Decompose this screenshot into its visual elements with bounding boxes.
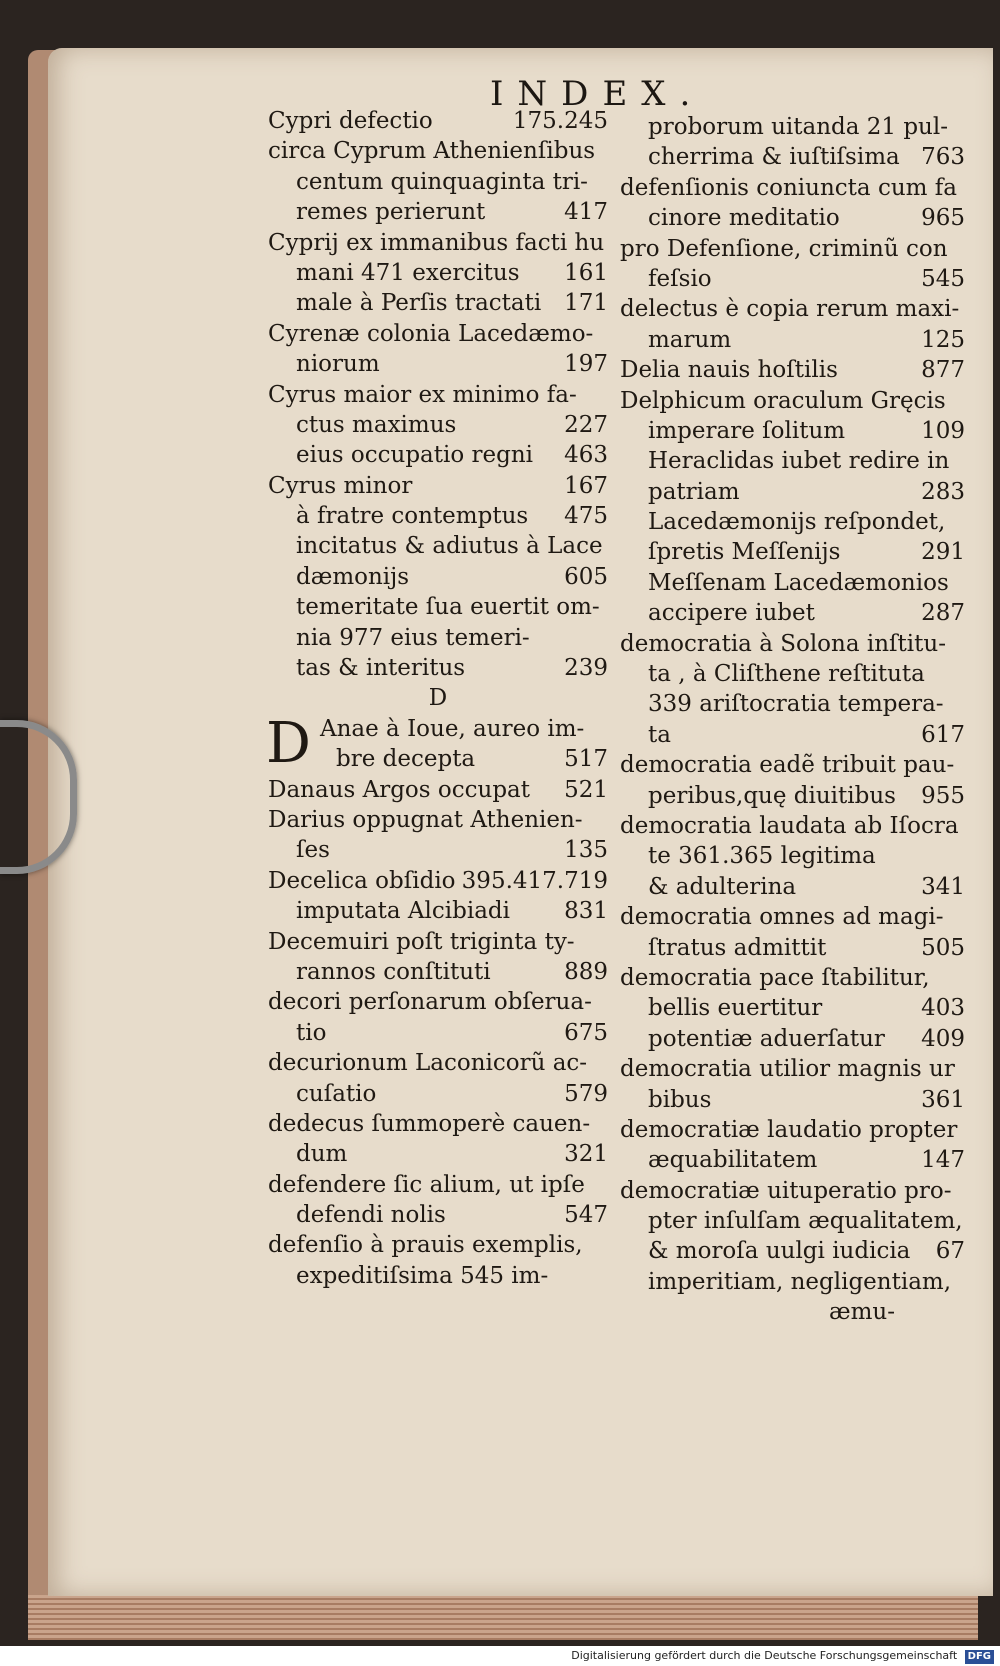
page-reference: 171: [564, 290, 608, 317]
entry-text: accipere iubet: [648, 600, 815, 627]
index-entry-line: [620, 1024, 965, 1054]
index-entry-line: [268, 987, 608, 1017]
page-reference: 617: [921, 721, 965, 748]
page-reference: 417: [564, 199, 608, 226]
index-entry-line: [268, 927, 608, 957]
page-reference: 135: [564, 837, 608, 864]
index-entry-line: [268, 440, 608, 470]
entry-text: imperare ſolitum: [648, 417, 846, 444]
index-entry-line: [268, 1109, 608, 1139]
entry-text: patriam: [648, 478, 740, 505]
entry-text: tio: [296, 1019, 327, 1046]
entry-text: dæmonijs: [296, 563, 410, 590]
index-entry-line: [268, 380, 608, 410]
index-entry-line: [620, 993, 965, 1023]
entry-text: bellis euertitur: [648, 995, 823, 1022]
entry-text: ctus maximus: [296, 411, 457, 438]
entry-text: bre decepta: [336, 746, 476, 773]
entry-text: democratia omnes ad magi-: [620, 904, 944, 931]
entry-text: defendi nolis: [296, 1202, 446, 1229]
index-entry-line: [268, 653, 608, 683]
entry-text: te 361.365 legitima: [648, 843, 876, 870]
entry-text: 339 ariſtocratia tempera-: [648, 691, 944, 718]
index-entry-line: [620, 507, 965, 537]
entry-text: circa Cyprum Athenienſibus: [268, 138, 596, 165]
index-column-left: [268, 106, 608, 1291]
footer-credit: Digitalisierung gefördert durch die Deutsche Forschungsgemeinschaft: [571, 1649, 958, 1662]
entry-text: ſes: [296, 837, 330, 864]
entry-text: decurionum Laconicorũ ac-: [268, 1050, 588, 1077]
entry-text: democratia eadẽ tribuit pau-: [620, 752, 955, 779]
index-entry-line: [268, 683, 608, 713]
page-reference: 161: [564, 259, 608, 286]
entry-text: Danaus Argos occupat: [268, 776, 530, 803]
index-entry-line: [620, 841, 965, 871]
index-entry-line: [620, 750, 965, 780]
entry-text: Meſſenam Lacedæmonios: [648, 569, 949, 596]
index-entry-line: [620, 598, 965, 628]
index-entry-line: [620, 477, 965, 507]
entry-text: eius occupatio regni: [296, 442, 534, 469]
entry-text: feſsio: [648, 265, 712, 292]
entry-text: Decemuiri poſt triginta ty-: [268, 928, 575, 955]
entry-text: defendere ſic alium, ut ipſe: [268, 1171, 585, 1198]
page-reference: 517: [564, 746, 608, 773]
entry-text: Delia nauis hoſtilis: [620, 357, 838, 384]
entry-text: democratia pace ſtabilitur,: [620, 964, 930, 991]
entry-text: æquabilitatem: [648, 1147, 818, 1174]
page-reference: 877: [921, 357, 965, 384]
entry-text: ta , à Cliſthene reſtituta: [648, 661, 925, 688]
page-reference: 67: [935, 1238, 965, 1265]
index-entry-line: [268, 106, 608, 136]
entry-text: dum: [296, 1141, 348, 1168]
entry-text: ſpretis Meſſenijs: [648, 539, 841, 566]
entry-text: dedecus ſummoperè cauen-: [268, 1110, 591, 1137]
index-entry-line: [268, 319, 608, 349]
page-reference: 321: [564, 1141, 608, 1168]
index-entry-line: [268, 471, 608, 501]
entry-text: Lacedæmonijs reſpondet,: [648, 509, 946, 536]
entry-text: niorum: [296, 351, 380, 378]
index-entry-line: [620, 1145, 965, 1175]
page-reference: 579: [564, 1080, 608, 1107]
page-reference: 409: [921, 1025, 965, 1052]
entry-text: mani 471 exercitus: [296, 259, 520, 286]
index-entry-line: [268, 349, 608, 379]
index-entry-line: [268, 410, 608, 440]
entry-text: ta: [648, 721, 671, 748]
entry-text: temeritate ſua euertit om-: [296, 594, 600, 621]
index-entry-line: [268, 501, 608, 531]
index-entry-line: [268, 896, 608, 926]
entry-text: imperitiam, negligentiam,: [648, 1268, 952, 1295]
index-entry-line: [620, 781, 965, 811]
index-entry-line: [620, 689, 965, 719]
entry-text: à fratre contemptus: [296, 503, 529, 530]
index-entry-line: [620, 325, 965, 355]
index-entry-line: [268, 623, 608, 653]
entry-text: democratiæ uituperatio pro-: [620, 1177, 952, 1204]
index-entry-line: [620, 568, 965, 598]
page-reference: 505: [921, 934, 965, 961]
index-entry-line: [268, 136, 608, 166]
index-entry-line: [268, 835, 608, 865]
entry-text: rannos conſtituti: [296, 958, 491, 985]
entry-text: cherrima & iuſtiſsima: [648, 144, 900, 171]
page-reference: 239: [564, 655, 608, 682]
entry-text: cinore meditatio: [648, 205, 840, 232]
entry-text: & moroſa uulgi iudicia: [648, 1238, 911, 1265]
entry-text: bibus: [648, 1086, 712, 1113]
index-entry-line: [620, 1236, 965, 1266]
entry-text: Cyrus maior ex minimo fa-: [268, 381, 577, 408]
index-entry-line: [620, 294, 965, 324]
entry-text: cuſatio: [296, 1080, 377, 1107]
entry-text: tas & interitus: [296, 655, 466, 682]
page-reference: 395.417.719: [461, 867, 608, 894]
page-reference: 403: [921, 995, 965, 1022]
page-reference: 167: [564, 472, 608, 499]
index-entry-line: [620, 902, 965, 932]
entry-text: remes perierunt: [296, 199, 486, 226]
entry-text: Heraclidas iubet redire in: [648, 448, 950, 475]
index-entry-line: [268, 1079, 608, 1109]
entry-text: æmu-: [828, 1299, 895, 1326]
page-reference: 147: [921, 1147, 965, 1174]
index-entry-line: [268, 167, 608, 197]
page-reference: 463: [564, 442, 608, 469]
page-reference: 831: [564, 898, 608, 925]
page-edges: [28, 1595, 978, 1640]
index-entry-line: [620, 1176, 965, 1206]
dfg-logo: DFG: [965, 1650, 994, 1664]
entry-text: decori perſonarum obſerua-: [268, 989, 592, 1016]
index-entry-line: [268, 562, 608, 592]
index-entry-line: [268, 775, 608, 805]
page-reference: 605: [564, 563, 608, 590]
page-reference: 763: [921, 144, 965, 171]
entry-text: Cyrus minor: [268, 472, 413, 499]
page-reference: 521: [564, 776, 608, 803]
index-entry-line: [268, 1261, 608, 1291]
page-reference: 227: [564, 411, 608, 438]
entry-text: male à Perſis tractati: [296, 290, 542, 317]
index-entry-line: [620, 1054, 965, 1084]
index-entry-line: [620, 1297, 965, 1327]
page-reference: 125: [921, 326, 965, 353]
entry-text: Cyrenæ colonia Lacedæmo-: [268, 320, 594, 347]
footer-bar: [0, 1646, 1000, 1666]
index-entry-line: [620, 1206, 965, 1236]
entry-text: Decelica obſidio: [268, 867, 456, 894]
index-entry-line: [268, 957, 608, 987]
index-entry-line: [268, 228, 608, 258]
index-entry-line: [268, 1170, 608, 1200]
entry-text: D: [428, 685, 448, 712]
page-reference: 547: [564, 1202, 608, 1229]
page-reference: 283: [921, 478, 965, 505]
index-entry-line: [268, 1200, 608, 1230]
entry-text: Delphicum oraculum Gręcis: [620, 387, 946, 414]
index-entry-line: [620, 1085, 965, 1115]
entry-text: democratia laudata ab Iſocra: [620, 812, 959, 839]
page-header: INDEX.: [490, 74, 705, 114]
entry-text: proborum uitanda 21 pul-: [648, 114, 948, 140]
index-entry-line: [620, 386, 965, 416]
index-entry-line: [620, 811, 965, 841]
index-entry-line: [268, 288, 608, 318]
index-entry-line: [268, 592, 608, 622]
page-reference: 545: [921, 265, 965, 292]
page-reference: 287: [921, 600, 965, 627]
page-reference: 291: [921, 539, 965, 566]
index-entry-line: [268, 1048, 608, 1078]
entry-text: democratiæ laudatio propter: [620, 1116, 958, 1143]
entry-text: pter inſulſam æqualitatem,: [648, 1208, 963, 1235]
index-entry-line: [620, 142, 965, 172]
entry-text: Darius oppugnat Athenien-: [268, 806, 583, 833]
index-entry-line: [268, 805, 608, 835]
index-entry-line: [620, 355, 965, 385]
entry-text: pro Defenſione, criminũ con: [620, 235, 948, 262]
index-entry-line: [268, 258, 608, 288]
entry-text: nia 977 eius temeri-: [296, 624, 530, 651]
entry-text: centum quinquaginta tri-: [296, 168, 588, 195]
index-entry-line: [620, 963, 965, 993]
page-reference: 965: [921, 205, 965, 232]
index-entry-line: [620, 872, 965, 902]
index-entry-line: [620, 112, 965, 142]
index-column-right: [620, 112, 965, 1328]
index-entry-line: [620, 537, 965, 567]
entry-text: expeditiſsima 545 im-: [296, 1262, 549, 1289]
index-entry-line: [268, 866, 608, 896]
entry-text: marum: [648, 326, 732, 353]
index-entry-line: [620, 416, 965, 446]
entry-text: imputata Alcibiadi: [296, 898, 510, 925]
page-reference: 109: [921, 417, 965, 444]
index-entry-line: [268, 1230, 608, 1260]
index-entry-line: [620, 234, 965, 264]
page-reference: 197: [564, 351, 608, 378]
index-entry-line: [268, 1139, 608, 1169]
index-entry-line: [620, 1115, 965, 1145]
index-entry-line: [268, 531, 608, 561]
index-entry-line: [268, 197, 608, 227]
entry-text: democratia utilior magnis ur: [620, 1056, 955, 1083]
entry-text: Anae à Ioue, aureo im-: [320, 715, 585, 742]
page-reference: 675: [564, 1019, 608, 1046]
index-entry-line: [620, 720, 965, 750]
page-reference: 889: [564, 958, 608, 985]
entry-text: defenſionis coniuncta cum fa: [620, 174, 957, 201]
entry-text: ſtratus admittit: [648, 934, 827, 961]
page-reference: 955: [921, 782, 965, 809]
entry-text: Cyprij ex immanibus facti hu: [268, 229, 605, 256]
index-entry-line: [620, 659, 965, 689]
page-reference: 341: [921, 873, 965, 900]
entry-text: defenſio à prauis exemplis,: [268, 1232, 583, 1259]
entry-text: peribus,quę diuitibus: [648, 782, 896, 809]
index-entry-line: [268, 1018, 608, 1048]
index-entry-line: [620, 203, 965, 233]
page-reference: 361: [921, 1086, 965, 1113]
page-reference: 475: [564, 503, 608, 530]
entry-text: democratia à Solona inſtitu-: [620, 630, 946, 657]
entry-text: delectus è copia rerum maxi-: [620, 296, 960, 323]
index-entry-line: [620, 1267, 965, 1297]
index-entry-line: [620, 446, 965, 476]
entry-text: potentiæ aduerſatur: [648, 1025, 885, 1052]
drop-cap-letter: D: [266, 710, 311, 776]
index-entry-line: [620, 933, 965, 963]
index-entry-line: [620, 629, 965, 659]
page-reference: 175.245: [512, 108, 608, 134]
entry-text: Cypri defectio: [268, 108, 433, 134]
entry-text: incitatus & adiutus à Lace: [296, 533, 603, 560]
entry-text: & adulterina: [648, 873, 797, 900]
index-entry-line: [620, 264, 965, 294]
index-entry-line: [620, 173, 965, 203]
index-entry-line: [268, 744, 608, 774]
